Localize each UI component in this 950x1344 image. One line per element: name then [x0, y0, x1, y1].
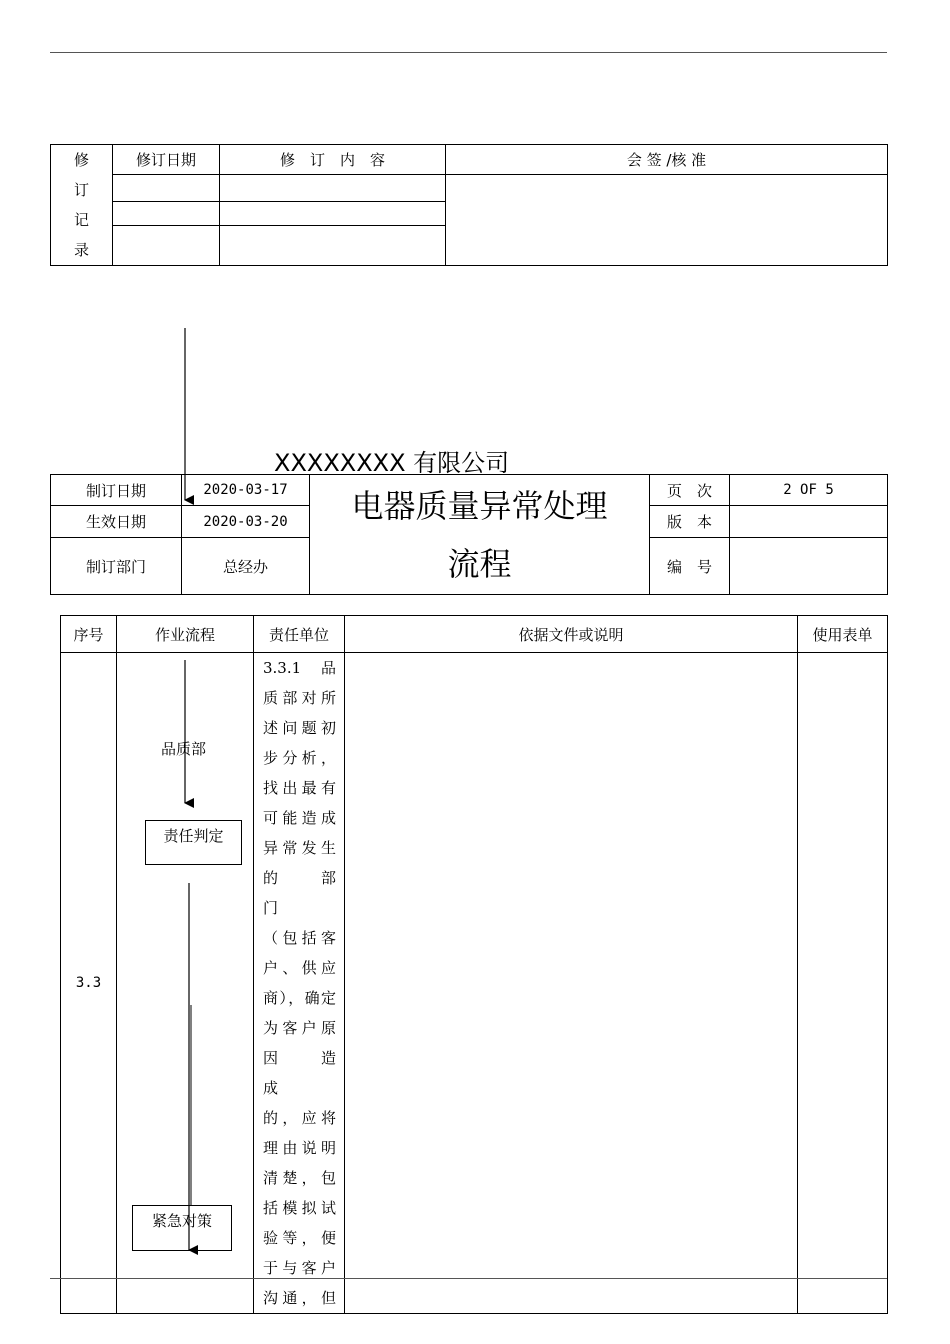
made-date-label: 制订日期	[51, 475, 182, 506]
header-flow: 作业流程	[117, 616, 254, 653]
revision-side-char: 录	[73, 241, 89, 259]
made-date-value: 2020-03-17	[182, 475, 310, 506]
company-name: XXXXXXXX 有限公司	[274, 449, 510, 477]
revision-content-header: 修 订 内 容	[220, 145, 446, 175]
header-seq: 序号	[61, 616, 117, 653]
responsibility-line: 户、供应	[263, 959, 336, 977]
responsibility-line: 步分析，	[263, 749, 336, 767]
flow-box-emergency-label: 紧急对策	[151, 1212, 212, 1230]
header-forms: 使用表单	[798, 616, 888, 653]
revision-side-char: 记	[73, 211, 89, 229]
page-value: 2 OF 5	[730, 475, 888, 506]
page-label: 页 次	[650, 475, 730, 506]
dept-label: 制订部门	[51, 538, 182, 595]
responsibility-line: 质部对所	[263, 689, 336, 707]
responsibility-line: 的，应将	[263, 1109, 336, 1127]
document-title-line2: 流程	[447, 544, 512, 583]
responsibility-line: 因 造 成	[263, 1049, 352, 1097]
bottom-rule	[50, 1278, 887, 1279]
header-basis: 依据文件或说明	[345, 616, 798, 653]
responsibility-line: （包括客	[263, 929, 336, 947]
responsibility-line: 找出最有	[263, 779, 336, 797]
flow-dept-label: 品质部	[161, 740, 207, 758]
revision-date-header: 修订日期	[113, 145, 220, 175]
responsibility-line: 的 部 门	[263, 869, 352, 917]
responsibility-line: 于与客户	[263, 1259, 336, 1277]
revision-approve-header: 会 签 /核 准	[446, 145, 888, 175]
responsibility-line: 述问题初	[263, 719, 336, 737]
row-seq: 3.3	[61, 653, 117, 1314]
flow-box-responsibility-label: 责任判定	[163, 827, 224, 845]
effective-date-value: 2020-03-20	[182, 506, 310, 538]
number-label: 编 号	[650, 538, 730, 595]
responsibility-line: 异常发生	[263, 839, 336, 857]
revision-side-char: 修	[73, 151, 89, 169]
responsibility-line: 商），确定	[263, 989, 336, 1007]
header-responsibility: 责任单位	[254, 616, 345, 653]
document-title-line1: 电器质量异常处理	[351, 486, 608, 525]
responsibility-line: 沟通，但	[263, 1289, 336, 1307]
responsibility-line: 验等，便	[263, 1229, 336, 1247]
revision-side-char: 订	[73, 181, 89, 199]
responsibility-line: 为客户原	[263, 1019, 336, 1037]
responsibility-line: 3.3.1 品	[263, 659, 336, 677]
version-label: 版 本	[650, 506, 730, 538]
responsibility-line: 括模拟试	[263, 1199, 336, 1217]
responsibility-line: 可能造成	[263, 809, 336, 827]
effective-date-label: 生效日期	[51, 506, 182, 538]
responsibility-line: 清楚，包	[263, 1169, 336, 1187]
dept-value: 总经办	[182, 538, 310, 595]
responsibility-line: 理由说明	[263, 1139, 336, 1157]
